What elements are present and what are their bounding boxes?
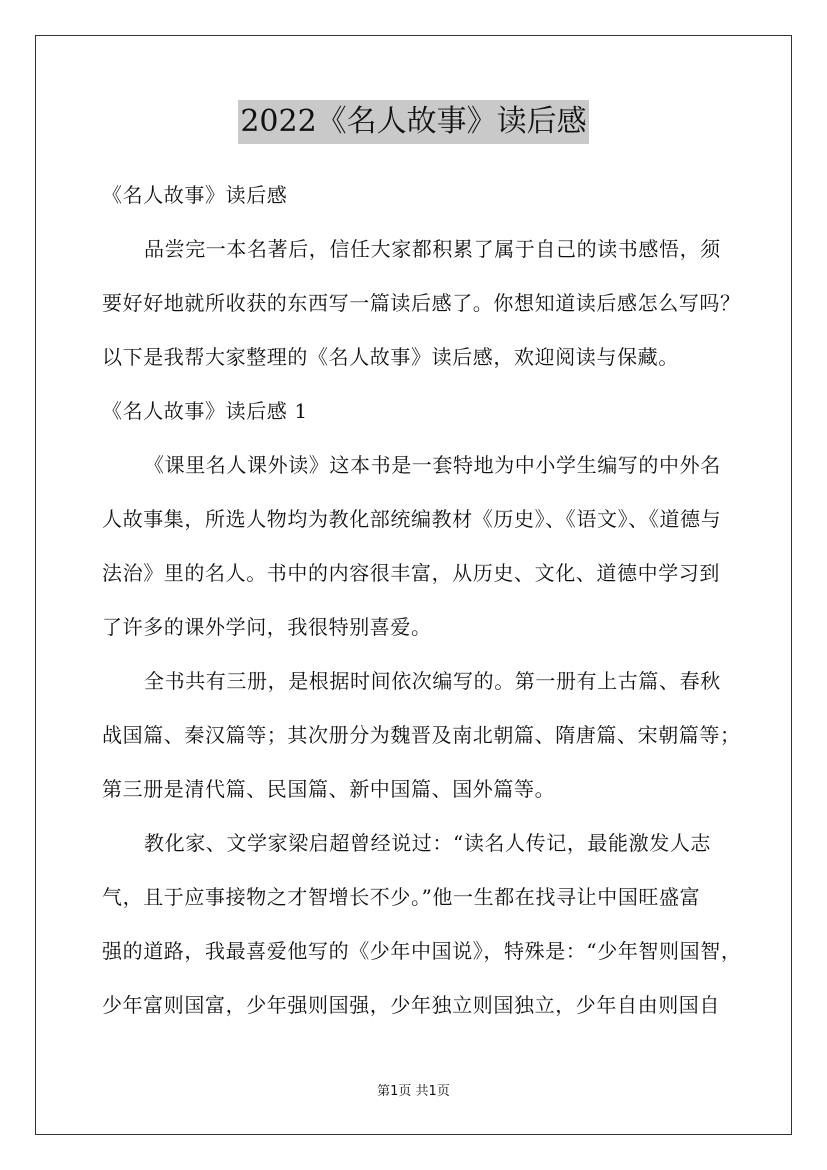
text-line: 《名人故事》读后感 1 xyxy=(102,399,308,423)
text-line: 以下是我帮大家整理的《名人故事》读后感，欢迎阅读与保藏。 xyxy=(102,345,679,369)
text-line: 法治》里的名人。书中的内容很丰富，从历史、文化、道德中学习到 xyxy=(102,561,720,585)
text-line: 全书共有三册，是根据时间依次编写的。第一册有上古篇、春秋 xyxy=(144,669,721,693)
document-title: 2022《名人故事》读后感 xyxy=(238,100,588,144)
text-line: 气，且于应事接物之才智增长不少。”他一生都在找寻让中国旺盛富 xyxy=(102,885,701,909)
text-line: 了许多的课外学问，我很特别喜爱。 xyxy=(102,615,432,639)
document-body xyxy=(102,168,742,1032)
text-line: 第三册是清代篇、民国篇、新中国篇、国外篇等。 xyxy=(102,777,556,801)
text-line: 《课里名人课外读》这本书是一套特地为中小学生编写的中外名 xyxy=(144,453,721,477)
page-footer: 第1页 共1页 xyxy=(377,1084,450,1099)
title-container xyxy=(0,100,827,144)
text-line: 战国篇、秦汉篇等；其次册分为魏晋及南北朝篇、隋唐篇、宋朝篇等； xyxy=(102,723,741,747)
text-line: 品尝完一本名著后，信任大家都积累了属于自己的读书感悟，须 xyxy=(144,237,721,261)
text-line: 少年富则国富，少年强则国强，少年独立则国独立，少年自由则国自 xyxy=(102,993,720,1017)
text-line: 《名人故事》读后感 xyxy=(102,183,288,207)
text-line: 人故事集，所选人物均为教化部统编教材《历史》、《语文》、《道德与 xyxy=(102,507,722,531)
text-line: 教化家、文学家梁启超曾经说过：“读名人传记，最能激发人志 xyxy=(144,831,712,855)
text-line: 要好好地就所收获的东西写一篇读后感了。你想知道读后感怎么写吗？ xyxy=(102,291,741,315)
text-line: 强的道路，我最喜爱他写的《少年中国说》，特殊是：“少年智则国智， xyxy=(102,939,742,963)
